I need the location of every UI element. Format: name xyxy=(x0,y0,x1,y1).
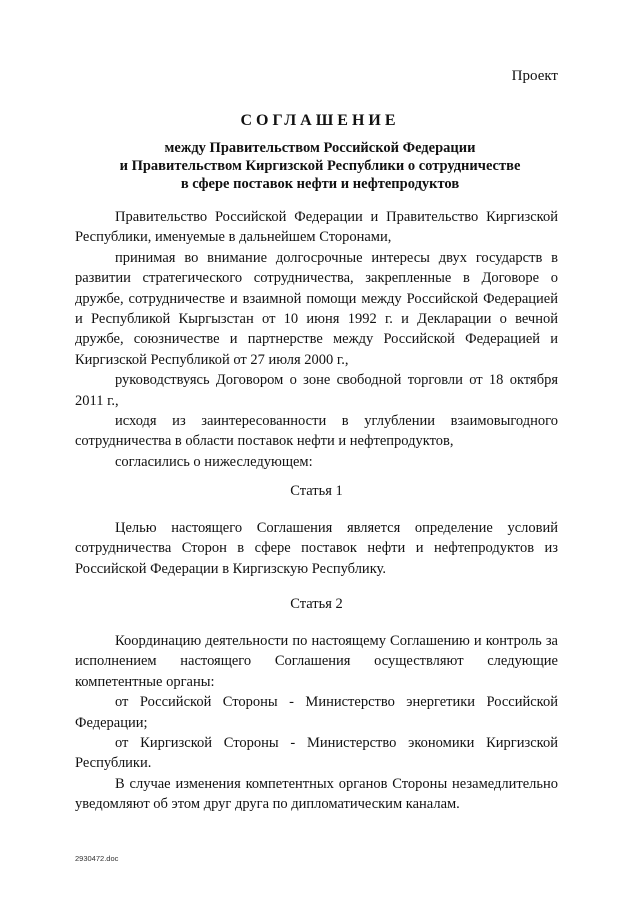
preamble-paragraph: руководствуясь Договором о зоне свободной торговли от 18 октября 2011 г., xyxy=(75,372,558,409)
document-subtitle xyxy=(90,139,550,193)
article-1-heading: Статья 1 xyxy=(290,483,343,499)
draft-stamp: Проект xyxy=(511,68,558,84)
article-paragraph: от Российской Стороны - Министерство энергетики Российской Федерации; xyxy=(75,694,558,731)
file-name-footer: 2930472.doc xyxy=(75,854,119,863)
subtitle-line: между Правительством Российской Федерации xyxy=(164,140,476,156)
article-1 xyxy=(75,481,558,501)
preamble xyxy=(75,207,558,472)
article-2-heading: Статья 2 xyxy=(290,596,343,612)
subtitle-line: в сфере поставок нефти и нефтепродуктов xyxy=(180,176,460,192)
article-paragraph: В случае изменения компетентных органов Стороны незамедлительно уведомляют об этом друг друга по дипломатическим каналам. xyxy=(75,775,558,813)
article-1-body xyxy=(75,518,558,579)
preamble-paragraph: исходя из заинтересованности в углублении взаимовыгодного сотрудничества в области поставок нефти и нефтепродуктов, xyxy=(75,413,558,450)
article-paragraph: от Киргизской Стороны - Министерство экономики Киргизской Республики. xyxy=(75,735,558,772)
preamble-paragraph: принимая во внимание долгосрочные интересы двух государств в развитии стратегического сотрудничества, закрепленные в Договоре о дружбе, сотрудничестве и взаимной помощи между Российской Федерацией и Республикой Кыргызстан от 10 июня 1992 г. и Декларации о вечной дружбе, союзничестве и партнерстве между Российской Федерацией и Киргизской Республикой от 27 июля 2000 г., xyxy=(75,249,558,368)
preamble-paragraph: согласились о нижеследующем: xyxy=(115,453,313,470)
article-2 xyxy=(75,594,558,614)
article-paragraph: Координацию деятельности по настоящему Соглашению и контроль за исполнением настоящего Соглашения осуществляют следующие компетентные органы: xyxy=(75,633,558,690)
document-title: СОГЛАШЕНИЕ xyxy=(240,112,400,129)
preamble-paragraph: Правительство Российской Федерации и Правительство Киргизской Республики, именуемые в дальнейшем Сторонами, xyxy=(75,209,558,246)
subtitle-line: и Правительством Киргизской Республики о сотрудничестве xyxy=(119,158,521,174)
article-2-body xyxy=(75,631,558,815)
article-paragraph: Целью настоящего Соглашения является определение условий сотрудничества Сторон в сфере поставок нефти и нефтепродуктов из Российской Федерации в Киргизскую Республику. xyxy=(75,520,558,577)
